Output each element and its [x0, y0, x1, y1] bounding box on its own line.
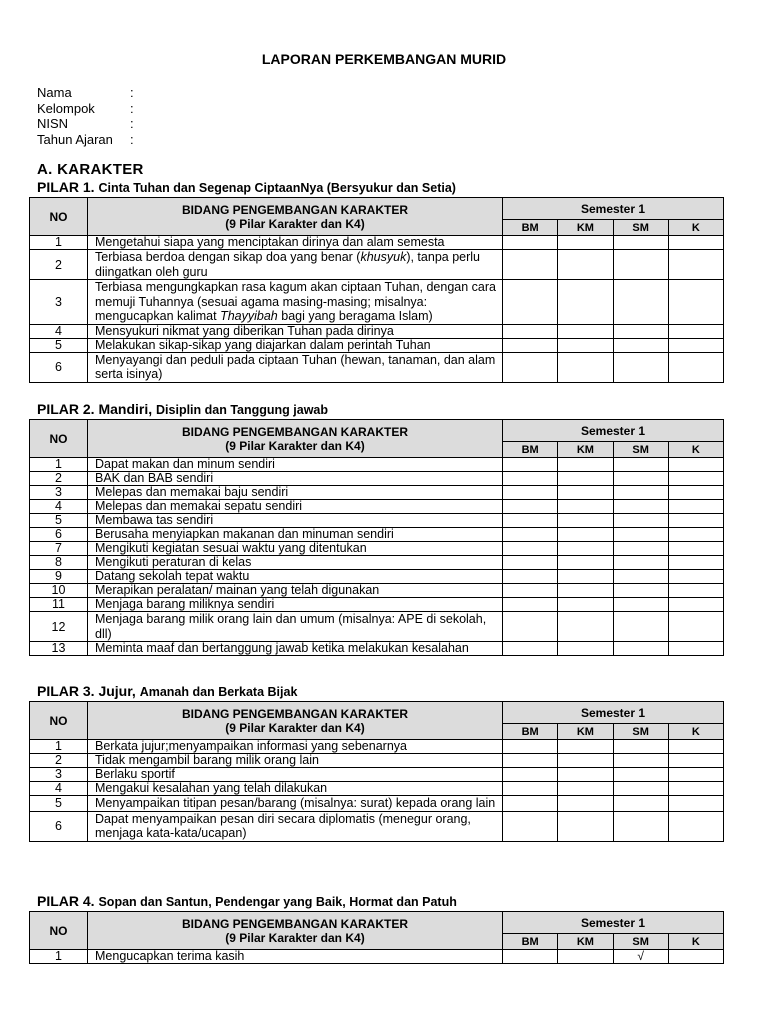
row-indicator: Berlaku sportif — [88, 768, 503, 782]
assessment-cell-sm[interactable] — [613, 500, 668, 514]
assessment-cell-sm[interactable] — [613, 542, 668, 556]
column-header-km: KM — [558, 934, 613, 950]
assessment-cell-sm[interactable] — [613, 740, 668, 754]
assessment-cell-k[interactable] — [668, 280, 723, 325]
row-indicator: Merapikan peralatan/ mainan yang telah digunakan — [88, 584, 503, 598]
assessment-cell-bm[interactable] — [503, 486, 558, 500]
assessment-cell-sm[interactable] — [613, 486, 668, 500]
assessment-cell-bm[interactable] — [503, 324, 558, 338]
page-title: LAPORAN PERKEMBANGAN MURID — [261, 51, 507, 67]
assessment-cell-sm[interactable] — [613, 796, 668, 812]
assessment-cell-km[interactable] — [558, 500, 613, 514]
assessment-cell-sm[interactable] — [613, 556, 668, 570]
pilar-3-heading — [37, 683, 297, 699]
column-header-bidang — [88, 420, 503, 458]
table-row — [30, 500, 724, 514]
table-header-row — [30, 702, 724, 724]
bidang-subtitle: (9 Pilar Karakter dan K4) — [225, 931, 365, 945]
info-row-nama — [37, 85, 134, 101]
row-number: 1 — [30, 740, 88, 754]
row-number: 10 — [30, 584, 88, 598]
column-header-no: NO — [30, 420, 88, 458]
assessment-cell-k[interactable] — [668, 811, 723, 841]
pilar-description: Cinta Tuhan dan Segenap CiptaanNya (Bersyukur dan Setia) — [98, 181, 456, 195]
assessment-cell-bm[interactable] — [503, 782, 558, 796]
assessment-cell-km[interactable] — [558, 556, 613, 570]
row-indicator: Mengikuti kegiatan sesuai waktu yang ditentukan — [88, 542, 503, 556]
assessment-cell-sm[interactable] — [613, 338, 668, 352]
info-row-tahun-ajaran — [37, 132, 134, 148]
assessment-cell-km[interactable] — [558, 584, 613, 598]
column-header-semester: Semester 1 — [503, 420, 724, 442]
table-row — [30, 782, 724, 796]
table-row — [30, 796, 724, 812]
assessment-cell-km[interactable] — [558, 236, 613, 250]
info-sep: : — [130, 116, 134, 131]
assessment-cell-km[interactable] — [558, 486, 613, 500]
assessment-cell-sm[interactable] — [613, 472, 668, 486]
section-title: A. KARAKTER — [37, 161, 144, 178]
row-indicator: Mensyukuri nikmat yang diberikan Tuhan pada dirinya — [88, 324, 503, 338]
assessment-cell-sm[interactable] — [613, 250, 668, 280]
table-row — [30, 811, 724, 841]
column-header-k: K — [668, 934, 723, 950]
column-header-km: KM — [558, 724, 613, 740]
assessment-cell-bm[interactable] — [503, 542, 558, 556]
pilar-description: Disiplin dan Tanggung jawab — [156, 403, 329, 417]
assessment-cell-bm[interactable] — [503, 740, 558, 754]
table-row — [30, 642, 724, 656]
assessment-cell-sm[interactable] — [613, 768, 668, 782]
row-number: 4 — [30, 782, 88, 796]
assessment-cell-k[interactable] — [668, 542, 723, 556]
column-header-sm: SM — [613, 724, 668, 740]
bidang-title: BIDANG PENGEMBANGAN KARAKTER — [181, 917, 408, 931]
column-header-sm: SM — [613, 934, 668, 950]
table-row — [30, 250, 724, 280]
column-header-semester: Semester 1 — [503, 702, 724, 724]
assessment-cell-bm[interactable] — [503, 236, 558, 250]
column-header-km: KM — [558, 220, 613, 236]
assessment-cell-km[interactable] — [558, 250, 613, 280]
row-number: 4 — [30, 500, 88, 514]
assessment-cell-bm[interactable] — [503, 768, 558, 782]
assessment-cell-k[interactable] — [668, 768, 723, 782]
bidang-subtitle: (9 Pilar Karakter dan K4) — [225, 217, 365, 231]
student-info — [37, 85, 134, 147]
assessment-cell-k[interactable] — [668, 612, 723, 642]
pilar-label: PILAR 3. Jujur, — [37, 683, 136, 699]
column-header-no: NO — [30, 198, 88, 236]
column-header-bidang — [88, 198, 503, 236]
assessment-cell-km[interactable] — [558, 542, 613, 556]
assessment-cell-km[interactable] — [558, 768, 613, 782]
assessment-cell-k[interactable] — [668, 782, 723, 796]
assessment-cell-sm[interactable] — [613, 528, 668, 542]
pilar-1-table — [29, 197, 724, 383]
assessment-cell-km[interactable] — [558, 280, 613, 325]
row-number: 4 — [30, 324, 88, 338]
column-header-bm: BM — [503, 442, 558, 458]
assessment-cell-sm[interactable] — [613, 782, 668, 796]
table-row — [30, 458, 724, 472]
assessment-cell-bm[interactable] — [503, 612, 558, 642]
info-sep: : — [130, 131, 134, 147]
column-header-no: NO — [30, 912, 88, 950]
assessment-cell-bm[interactable] — [503, 811, 558, 841]
row-indicator: Menjaga barang miliknya sendiri — [88, 598, 503, 612]
assessment-cell-k[interactable] — [668, 528, 723, 542]
bidang-title: BIDANG PENGEMBANGAN KARAKTER — [181, 425, 408, 439]
table-row — [30, 236, 724, 250]
row-indicator: Mengetahui siapa yang menciptakan dirinya dan alam semesta — [88, 236, 503, 250]
assessment-cell-k[interactable] — [668, 796, 723, 812]
table-row — [30, 352, 724, 382]
column-header-semester: Semester 1 — [503, 912, 724, 934]
table-header-row — [30, 420, 724, 442]
column-header-semester: Semester 1 — [503, 198, 724, 220]
row-number: 8 — [30, 556, 88, 570]
assessment-cell-bm[interactable] — [503, 280, 558, 325]
row-indicator: Melepas dan memakai baju sendiri — [88, 486, 503, 500]
bidang-title: BIDANG PENGEMBANGAN KARAKTER — [181, 203, 408, 217]
info-label: NISN — [37, 116, 69, 131]
table-row — [30, 740, 724, 754]
column-header-no: NO — [30, 702, 88, 740]
assessment-cell-km[interactable] — [558, 740, 613, 754]
assessment-cell-km[interactable] — [558, 811, 613, 841]
bidang-subtitle: (9 Pilar Karakter dan K4) — [225, 439, 365, 453]
info-row-kelompok — [37, 101, 134, 117]
row-indicator: Berusaha menyiapkan makanan dan minuman sendiri — [88, 528, 503, 542]
table-row — [30, 754, 724, 768]
assessment-cell-k[interactable] — [668, 642, 723, 656]
table-row — [30, 570, 724, 584]
column-header-k: K — [668, 442, 723, 458]
assessment-cell-km[interactable] — [558, 950, 613, 964]
row-number: 5 — [30, 338, 88, 352]
assessment-cell-k[interactable] — [668, 598, 723, 612]
assessment-cell-km[interactable] — [558, 642, 613, 656]
assessment-cell-km[interactable] — [558, 528, 613, 542]
row-number: 6 — [30, 352, 88, 382]
row-indicator: Melakukan sikap-sikap yang diajarkan dalam perintah Tuhan — [88, 338, 503, 352]
assessment-cell-k[interactable] — [668, 352, 723, 382]
assessment-cell-sm[interactable] — [613, 236, 668, 250]
column-header-bm: BM — [503, 934, 558, 950]
column-header-bm: BM — [503, 220, 558, 236]
assessment-cell-bm[interactable] — [503, 598, 558, 612]
assessment-cell-sm[interactable] — [613, 458, 668, 472]
row-indicator: Membawa tas sendiri — [88, 514, 503, 528]
row-number: 2 — [30, 472, 88, 486]
assessment-cell-sm[interactable] — [613, 570, 668, 584]
row-number: 5 — [30, 514, 88, 528]
assessment-cell-k[interactable] — [668, 740, 723, 754]
assessment-cell-sm[interactable] — [613, 352, 668, 382]
table-row — [30, 612, 724, 642]
assessment-cell-k[interactable] — [668, 486, 723, 500]
pilar-description: Amanah dan Berkata Bijak — [139, 685, 298, 699]
assessment-cell-sm[interactable] — [613, 642, 668, 656]
assessment-cell-bm[interactable] — [503, 250, 558, 280]
info-label: Tahun Ajaran — [37, 131, 113, 147]
assessment-cell-sm[interactable] — [613, 514, 668, 528]
row-number: 1 — [30, 950, 88, 964]
assessment-cell-k[interactable] — [668, 584, 723, 598]
pilar-2-table — [29, 419, 724, 656]
assessment-cell-sm[interactable] — [613, 811, 668, 841]
pilar-3-table — [29, 701, 724, 842]
bidang-title: BIDANG PENGEMBANGAN KARAKTER — [181, 707, 408, 721]
assessment-cell-k[interactable] — [668, 556, 723, 570]
column-header-k: K — [668, 724, 723, 740]
assessment-cell-km[interactable] — [558, 458, 613, 472]
pilar-1-heading — [37, 179, 456, 195]
row-number: 5 — [30, 796, 88, 812]
assessment-cell-sm[interactable] — [613, 280, 668, 325]
table-row — [30, 486, 724, 500]
column-header-sm: SM — [613, 220, 668, 236]
assessment-cell-bm[interactable] — [503, 796, 558, 812]
row-indicator: Menyayangi dan peduli pada ciptaan Tuhan (hewan, tanaman, dan alam serta isinya) — [88, 352, 503, 382]
pilar-4-table — [29, 911, 724, 964]
table-row — [30, 280, 724, 325]
table-row — [30, 528, 724, 542]
info-label: Kelompok — [37, 100, 95, 116]
row-indicator: Mengakui kesalahan yang telah dilakukan — [88, 782, 503, 796]
row-number: 6 — [30, 811, 88, 841]
assessment-cell-bm[interactable] — [503, 528, 558, 542]
info-sep: : — [130, 85, 134, 100]
table-row — [30, 598, 724, 612]
row-number: 2 — [30, 250, 88, 280]
row-number: 11 — [30, 598, 88, 612]
assessment-cell-sm[interactable] — [613, 598, 668, 612]
table-row — [30, 950, 724, 964]
assessment-cell-sm[interactable] — [613, 754, 668, 768]
assessment-cell-k[interactable] — [668, 950, 723, 964]
assessment-cell-k[interactable] — [668, 472, 723, 486]
assessment-cell-km[interactable] — [558, 598, 613, 612]
row-indicator: BAK dan BAB sendiri — [88, 472, 503, 486]
row-number: 3 — [30, 486, 88, 500]
assessment-cell-k[interactable] — [668, 236, 723, 250]
pilar-label: PILAR 1. — [37, 179, 95, 195]
row-indicator: Datang sekolah tepat waktu — [88, 570, 503, 584]
row-indicator: Menyampaikan titipan pesan/barang (misalnya: surat) kepada orang lain — [88, 796, 503, 812]
row-indicator: Menjaga barang milik orang lain dan umum (misalnya: APE di sekolah, dll) — [88, 612, 503, 642]
assessment-cell-bm[interactable] — [503, 642, 558, 656]
assessment-cell-bm[interactable] — [503, 352, 558, 382]
row-indicator: Terbiasa mengungkapkan rasa kagum akan ciptaan Tuhan, dengan cara memuji Tuhannya (sesuai agama masing-masing; misalnya: mengucapkan kalimat Thayyibah bagi yang beragama Islam) — [88, 280, 503, 325]
row-number: 13 — [30, 642, 88, 656]
row-number: 1 — [30, 236, 88, 250]
column-header-bidang — [88, 912, 503, 950]
assessment-cell-k[interactable] — [668, 500, 723, 514]
assessment-cell-k[interactable] — [668, 324, 723, 338]
assessment-cell-km[interactable] — [558, 612, 613, 642]
row-indicator: Melepas dan memakai sepatu sendiri — [88, 500, 503, 514]
assessment-cell-km[interactable] — [558, 754, 613, 768]
table-row — [30, 324, 724, 338]
assessment-cell-sm[interactable] — [613, 612, 668, 642]
assessment-cell-bm[interactable] — [503, 338, 558, 352]
row-number: 7 — [30, 542, 88, 556]
row-number: 2 — [30, 754, 88, 768]
assessment-cell-bm[interactable] — [503, 514, 558, 528]
row-number: 3 — [30, 768, 88, 782]
row-indicator: Dapat makan dan minum sendiri — [88, 458, 503, 472]
assessment-cell-k[interactable] — [668, 570, 723, 584]
assessment-cell-bm[interactable] — [503, 556, 558, 570]
info-row-nisn — [37, 116, 134, 132]
assessment-cell-bm[interactable] — [503, 458, 558, 472]
row-indicator: Mengucapkan terima kasih — [88, 950, 503, 964]
assessment-cell-k[interactable] — [668, 514, 723, 528]
pilar-label: PILAR 2. Mandiri, — [37, 401, 153, 417]
table-row — [30, 514, 724, 528]
table-row — [30, 556, 724, 570]
column-header-km: KM — [558, 442, 613, 458]
assessment-cell-k[interactable] — [668, 754, 723, 768]
column-header-k: K — [668, 220, 723, 236]
row-number: 3 — [30, 280, 88, 325]
assessment-cell-k[interactable] — [668, 250, 723, 280]
assessment-cell-bm[interactable] — [503, 950, 558, 964]
assessment-cell-bm[interactable] — [503, 500, 558, 514]
info-sep: : — [130, 100, 134, 116]
bidang-subtitle: (9 Pilar Karakter dan K4) — [225, 721, 365, 735]
assessment-cell-km[interactable] — [558, 324, 613, 338]
assessment-cell-km[interactable] — [558, 514, 613, 528]
assessment-cell-km[interactable] — [558, 352, 613, 382]
pilar-4-heading — [37, 893, 457, 909]
row-number: 1 — [30, 458, 88, 472]
column-header-sm: SM — [613, 442, 668, 458]
row-indicator: Terbiasa berdoa dengan sikap doa yang benar (khusyuk), tanpa perlu diingatkan oleh guru — [88, 250, 503, 280]
assessment-cell-sm[interactable]: √ — [613, 950, 668, 964]
info-label: Nama — [37, 85, 72, 100]
pilar-description: Sopan dan Santun, Pendengar yang Baik, Hormat dan Patuh — [98, 895, 457, 909]
assessment-cell-km[interactable] — [558, 796, 613, 812]
row-number: 12 — [30, 612, 88, 642]
row-indicator: Berkata jujur;menyampaikan informasi yang sebenarnya — [88, 740, 503, 754]
assessment-cell-k[interactable] — [668, 458, 723, 472]
column-header-bidang — [88, 702, 503, 740]
row-indicator: Meminta maaf dan bertanggung jawab ketika melakukan kesalahan — [88, 642, 503, 656]
assessment-cell-bm[interactable] — [503, 472, 558, 486]
assessment-cell-sm[interactable] — [613, 584, 668, 598]
assessment-cell-k[interactable] — [668, 338, 723, 352]
table-header-row — [30, 912, 724, 934]
column-header-bm: BM — [503, 724, 558, 740]
table-header-row — [30, 198, 724, 220]
assessment-cell-bm[interactable] — [503, 754, 558, 768]
table-row — [30, 542, 724, 556]
pilar-2-heading — [37, 401, 328, 417]
row-indicator: Dapat menyampaikan pesan diri secara diplomatis (menegur orang, menjaga kata-kata/ucapan) — [88, 811, 503, 841]
row-number: 6 — [30, 528, 88, 542]
row-indicator: Tidak mengambil barang milik orang lain — [88, 754, 503, 768]
row-indicator: Mengikuti peraturan di kelas — [88, 556, 503, 570]
table-row — [30, 768, 724, 782]
assessment-cell-sm[interactable] — [613, 324, 668, 338]
assessment-cell-bm[interactable] — [503, 584, 558, 598]
assessment-cell-km[interactable] — [558, 338, 613, 352]
assessment-cell-km[interactable] — [558, 570, 613, 584]
table-row — [30, 584, 724, 598]
row-number: 9 — [30, 570, 88, 584]
table-row — [30, 338, 724, 352]
assessment-cell-km[interactable] — [558, 782, 613, 796]
assessment-cell-km[interactable] — [558, 472, 613, 486]
assessment-cell-bm[interactable] — [503, 570, 558, 584]
table-row — [30, 472, 724, 486]
pilar-label: PILAR 4. — [37, 893, 95, 909]
